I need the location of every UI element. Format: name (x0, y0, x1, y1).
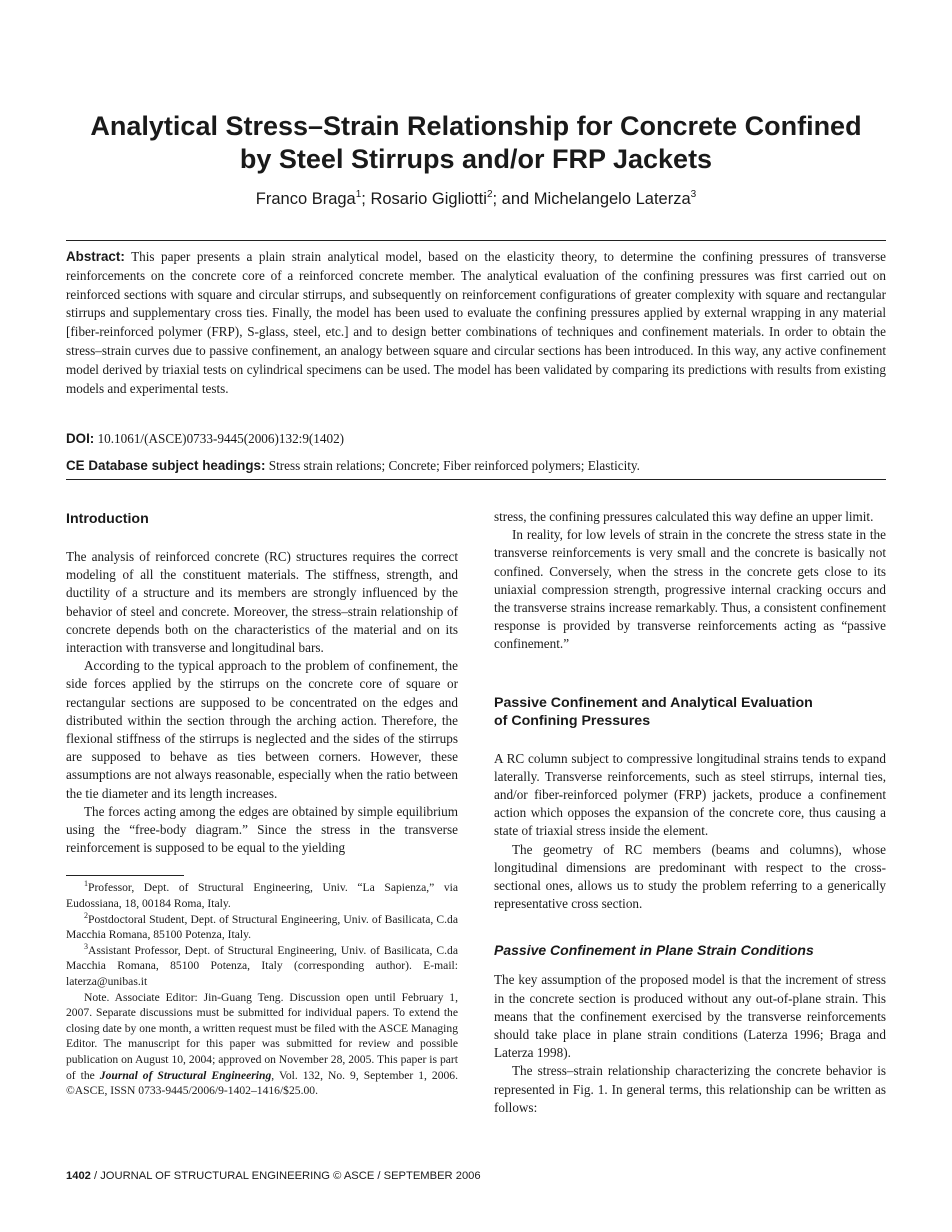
footnote-text: Assistant Professor, Dept. of Structural Engineering, Univ. of Basilicata, C.da Macchia Romana, 85100 Potenza, Italy (corresponding author). E-mail: laterza@unibas.it (66, 943, 458, 989)
author-name: Franco Braga (255, 190, 356, 208)
editor-note-text: , Vol. 132, No. 9, September 1, 2006. ©ASCE, ISSN 0733-9445/2006/9-1402–1416/$25.00. (66, 1068, 459, 1098)
footnote-mark: 2 (84, 910, 88, 920)
section-heading-line: Passive Confinement and Analytical Evaluation (494, 694, 813, 711)
paper-title (40, 110, 912, 176)
footnote-text: Professor, Dept. of Structural Engineering, Univ. “La Sapienza,” via Eudossiana, 18, 00184 Roma, Italy. (66, 881, 458, 911)
abstract-bottom-rule (66, 479, 886, 480)
section-heading-passive-confinement (494, 694, 886, 730)
section-heading-line: of Confining Pressures (494, 712, 651, 729)
section-heading-introduction: Introduction (66, 511, 149, 527)
author-separator: ; and (492, 190, 534, 208)
author-affiliation-mark: 2 (486, 189, 493, 200)
body-paragraph: The analysis of reinforced concrete (RC) structures requires the correct modeling of all the constituent materials. The stiffness, strength, and ductility of a structure and its members are strongly influenced by the behavior of steel and concrete. Moreover, the stress–strain relationship of concrete depends both on the characteristics of the material and on its interaction with transverse and longitudinal bars. (66, 549, 458, 656)
author-name: Michelangelo Laterza (533, 190, 691, 208)
body-paragraph: According to the typical approach to the problem of confinement, the side forces applied by the stirrups on the concrete core of square or rectangular sections are supposed to be concentrated on the edges and distributed within the section through the arching action. Therefore, the flexional stiffness of the stirrups is neglected and the sides of the stirrups are supposed to behave as ties between corners. However, these assumptions are not always reasonable, especially when the ratio between the tie diameter and its length increases. (66, 658, 458, 801)
journal-footer-text: / JOURNAL OF STRUCTURAL ENGINEERING © ASCE / SEPTEMBER 2006 (90, 1170, 481, 1182)
footnote (66, 943, 458, 990)
doi-label: DOI: (66, 431, 95, 446)
left-column (66, 508, 458, 1099)
subject-headings-label: CE Database subject headings: (66, 458, 266, 473)
footnote-mark: 3 (84, 941, 88, 951)
abstract-text: This paper presents a plain strain analytical model, based on the elasticity theory, to determine the confining pressures of transverse reinforcements on the concrete core of a reinforced concrete member. The analytical evaluation of the confining pressures was first carried out on reinforced sections with square and circular stirrups, and subsequently on reinforcement configurations of greater complexity with square and rectangular stirrups and supplementary cross ties. Finally, the model has been used to evaluate the confining pressures applied by external wrapping in any material [fiber-reinforced polymer (FRP), S-glass, steel, etc.] and to design better combinations of techniques and confinement materials. In order to obtain the stress–strain curves due to passive confinement, an analogy between square and circular sections has been introduced. In this way, any active confinement model derived by triaxial tests on cylindrical specimens can be used. The model has been validated by comparing its predictions with results from existing models and experimental tests. (66, 249, 886, 396)
editor-note (66, 990, 458, 1099)
title-line-1: Analytical Stress–Strain Relationship for Concrete Confined (90, 111, 862, 141)
author-affiliation-mark: 1 (355, 189, 362, 200)
abstract-label: Abstract: (66, 249, 125, 264)
abstract (66, 248, 886, 398)
right-column (494, 508, 886, 1117)
footnotes (66, 875, 458, 1098)
doi-link[interactable]: 10.1061/(ASCE)0733-9445(2006)132:9(1402) (97, 431, 345, 446)
body-paragraph: The forces acting among the edges are obtained by simple equilibrium using the “free-body diagram.” Since the stress in the transverse reinforcement is supposed to be equal to the yielding (66, 803, 458, 856)
abstract-top-rule (66, 240, 886, 241)
page-footer (66, 1170, 481, 1182)
page-number: 1402 (66, 1170, 91, 1182)
doi-line (66, 430, 886, 448)
journal-name: Journal of Structural Engineering (99, 1068, 272, 1082)
subsection-heading-plane-strain: Passive Confinement in Plane Strain Conditions (494, 942, 814, 959)
subject-headings-line (66, 457, 886, 475)
author-list (40, 190, 912, 209)
author-name: Rosario Gigliotti (370, 190, 487, 208)
footnote (66, 912, 458, 943)
footnote-text: Postdoctoral Student, Dept. of Structural Engineering, Univ. of Basilicata, C.da Macchia Romana, 85100 Potenza, Italy. (66, 912, 458, 942)
title-line-2: by Steel Stirrups and/or FRP Jackets (239, 144, 713, 174)
footnote (66, 880, 458, 911)
body-paragraph: stress, the confining pressures calculated this way define an upper limit. (494, 509, 874, 524)
author-separator: ; (361, 190, 371, 208)
body-paragraph: The key assumption of the proposed model is that the increment of stress in the concrete section is produced without any out-of-plane strain. This means that the confinement exercised by the transverse reinforcements should take place in plane strain conditions (Laterza 1996; Braga and Laterza 1998). (494, 972, 886, 1061)
body-paragraph: In reality, for low levels of strain in the concrete the stress state in the transverse reinforcements is very small and the concrete is basically not confined. Conversely, when the stress in the concrete gets close to its uniaxial compression strength, progressive internal cracking occurs and the transverse strains increase remarkably. Thus, a consistent confinement response is provided by transverse reinforcements acting as “passive confinement.” (494, 527, 886, 652)
body-paragraph: A RC column subject to compressive longitudinal strains tends to expand laterally. Transverse reinforcements, such as steel stirrups, internal ties, and/or fiber-reinforced polymer (FRP) jackets, produce a confinement action which opposes the expansion of the concrete core, thus causing a state of triaxial stress inside the element. (494, 750, 886, 839)
footnote-rule (66, 875, 184, 876)
body-paragraph: The stress–strain relationship characterizing the concrete behavior is represented in Fig. 1. In general terms, this relationship can be written as follows: (494, 1063, 886, 1115)
editor-note-text: Note. Associate Editor: Jin-Guang Teng. Discussion open until February 1, 2007. Separate discussions must be submitted for individual papers. To extend the closing date by one month, a written request must be filed with the ASCE Managing Editor. The manuscript for this paper was submitted for review and possible publication on August 10, 2004; approved on November 28, 2005. This paper is part of the (66, 990, 458, 1082)
subject-headings-text: Stress strain relations; Concrete; Fiber reinforced polymers; Elasticity. (268, 458, 640, 473)
author-affiliation-mark: 3 (690, 189, 697, 200)
body-paragraph: The geometry of RC members (beams and columns), whose longitudinal dimensions are predominant with respect to the cross-sectional ones, allows us to study the problem referring to a generically representative cross section. (494, 841, 886, 912)
footnote-mark: 1 (84, 879, 88, 889)
